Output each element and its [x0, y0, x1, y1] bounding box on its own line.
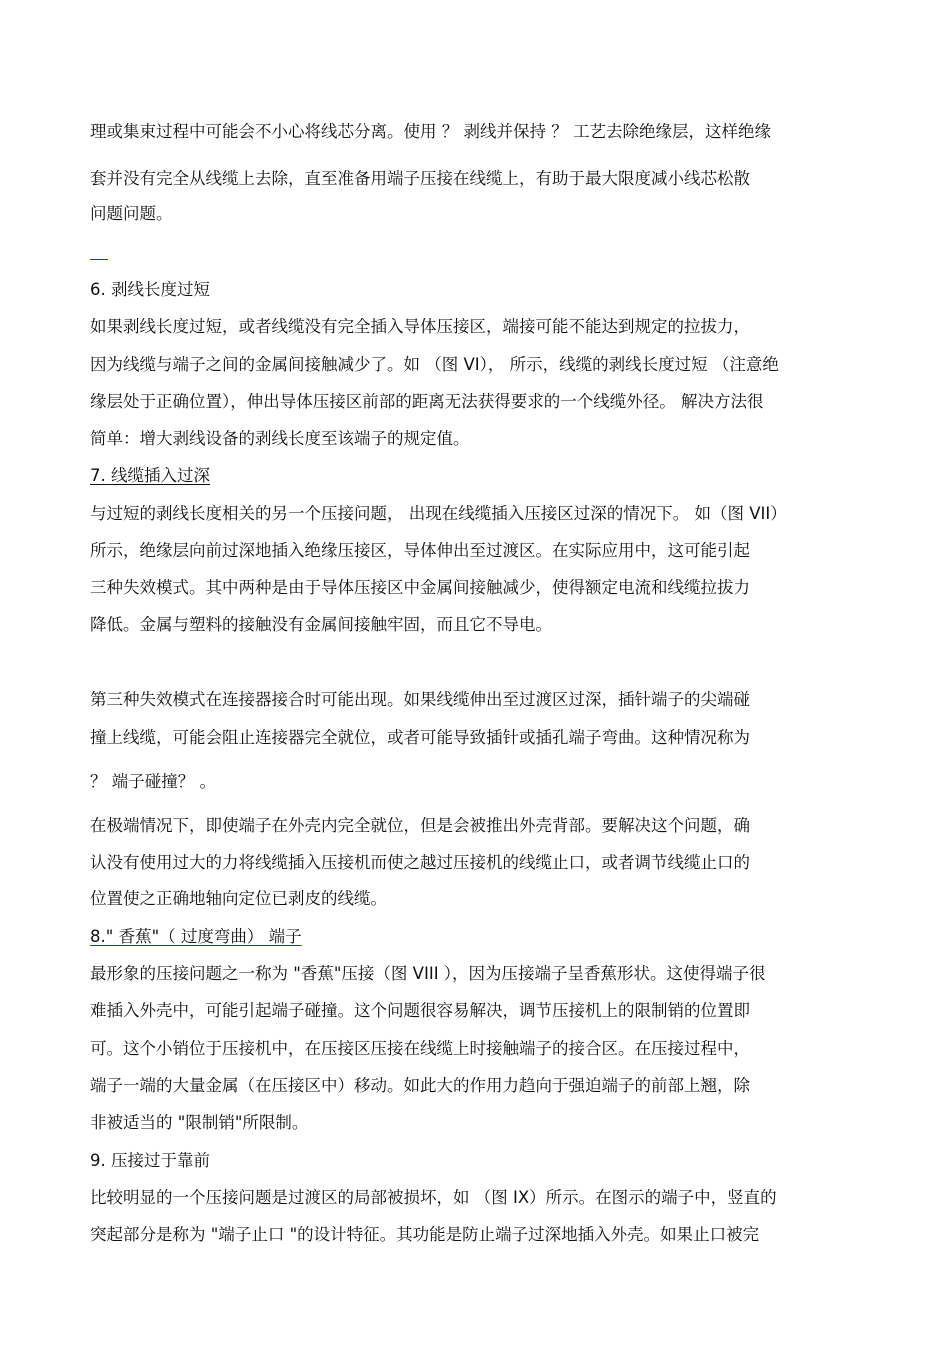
paragraph-line: 简单：增大剥线设备的剥线长度至该端子的规定值。 [90, 429, 470, 448]
paragraph-line: 认没有使用过大的力将线缆插入压接机而使之越过压接机的线缆止口，或者调节线缆止口的 [90, 853, 750, 872]
paragraph-line: 可。这个小销位于压接机中，在压接区压接在线缆上时接触端子的接合区。在压接过程中， [90, 1039, 750, 1058]
paragraph-line: 突起部分是称为 "端子止口 "的设计特征。其功能是防止端子过深地插入外壳。如果止口被完 [90, 1225, 760, 1244]
paragraph-line: 三种失效模式。其中两种是由于导体压接区中金属间接触减少，使得额定电流和线缆拉拔力 [90, 578, 750, 597]
paragraph-line: 位置使之正确地轴向定位已剥皮的线缆。 [90, 889, 387, 908]
paragraph-line: 第三种失效模式在连接器接合时可能出现。如果线缆伸出至过渡区过深，插针端子的尖端碰 [90, 690, 750, 709]
paragraph-line: 与过短的剥线长度相关的另一个压接问题， 出现在线缆插入压接区过深的情况下。 如（图 VII） [90, 504, 787, 523]
paragraph-line: 非被适当的 "限制销"所限制。 [90, 1113, 309, 1132]
section-heading-9: 9. 压接过于靠前 [90, 1151, 210, 1170]
paragraph-line: 撞上线缆，可能会阻止连接器完全就位，或者可能导致插针或插孔端子弯曲。这种情况称为 [90, 728, 750, 747]
section-divider [90, 259, 108, 260]
paragraph-line: 如果剥线长度过短，或者线缆没有完全插入导体压接区，端接可能不能达到规定的拉拔力， [90, 317, 750, 336]
paragraph-line: 难插入外壳中，可能引起端子碰撞。这个问题很容易解决，调节压接机上的限制销的位置即 [90, 1001, 750, 1020]
section-heading-6: 6. 剥线长度过短 [90, 280, 210, 299]
paragraph-line: 比较明显的一个压接问题是过渡区的局部被损坏，如 （图 IX）所示。在图示的端子中，竖直的 [90, 1188, 777, 1207]
paragraph-line: 端子一端的大量金属（在压接区中）移动。如此大的作用力趋向于强迫端子的前部上翘，除 [90, 1076, 750, 1095]
paragraph-line: 在极端情况下，即使端子在外壳内完全就位，但是会被推出外壳背部。要解决这个问题，确 [90, 816, 750, 835]
paragraph-line: 缘层处于正确位置），伸出导体压接区前部的距离无法获得要求的一个线缆外径。 解决方法很 [90, 392, 764, 411]
paragraph-line: 套并没有完全从线缆上去除，直至准备用端子压接在线缆上，有助于最大限度减小线芯松散 [90, 169, 750, 188]
paragraph-line: 降低。金属与塑料的接触没有金属间接触牢固，而且它不导电。 [90, 615, 552, 634]
section-heading-8: 8." 香蕉"（ 过度弯曲） 端子 [90, 927, 302, 946]
paragraph-line: 最形象的压接问题之一称为 "香蕉"压接（图 VIII ），因为压接端子呈香蕉形状。这使得端子很 [90, 964, 766, 983]
paragraph-line: ？ 端子碰撞？ 。 [90, 772, 216, 791]
section-heading-7: 7. 线缆插入过深 [90, 466, 210, 485]
paragraph-line: 理或集束过程中可能会不小心将线芯分离。使用 ？ 剥线并保持 ？ 工艺去除绝缘层，这样绝缘 [90, 122, 771, 141]
paragraph-line: 所示，绝缘层向前过深地插入绝缘压接区，导体伸出至过渡区。在实际应用中，这可能引起 [90, 541, 750, 560]
paragraph-line: 因为线缆与端子之间的金属间接触减少了。如 （图 VI）， 所示，线缆的剥线长度过短 （注意绝 [90, 355, 779, 374]
paragraph-line: 问题问题。 [90, 204, 173, 223]
